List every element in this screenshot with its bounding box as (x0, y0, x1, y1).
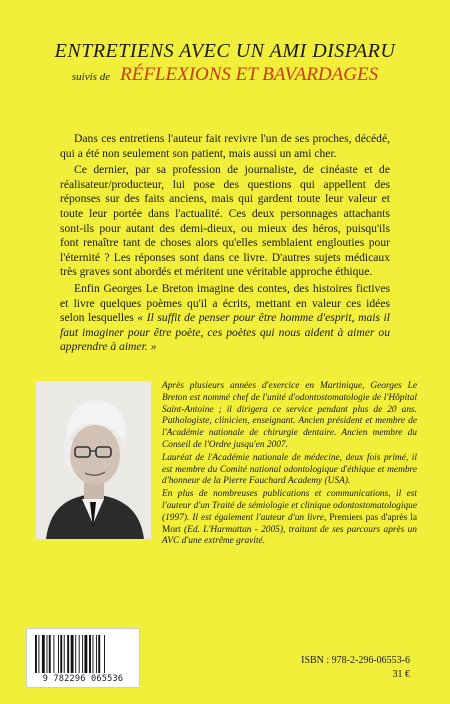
barcode-digits: 9 782296 065536 (42, 674, 124, 684)
bio-paragraph-3 (162, 489, 417, 548)
barcode-bar (98, 635, 100, 673)
subtitle-row (0, 64, 450, 86)
barcode-bar (75, 635, 76, 673)
book-subtitle: RÉFLEXIONS ET BAVARDAGES (120, 64, 379, 85)
summary-quote: « Il suffit de penser pour être homme d'esprit, mais il faut imaginer pour être poète, ces poètes qui nous aident à aimer ou apprendre à aimer. » (60, 311, 391, 354)
barcode-bar (89, 635, 91, 673)
isbn: ISBN : 978-2-296-06553-6 (301, 655, 410, 666)
bio-paragraph-2: Lauréat de l'Académie nationale de médecine, deux fois primé, il est membre du Comité national odontologique d'éthique et membre d'honneur de la Pierre Fauchard Academy (USA). (162, 452, 417, 487)
barcode-bar (82, 635, 83, 673)
barcode-bars (33, 635, 133, 673)
summary-paragraph-1: Dans ces entretiens l'auteur fait revivre l'un de ses proches, décédé, qui a été non seulement son patient, mais aussi un ami cher. (60, 132, 390, 160)
barcode-bar (49, 635, 51, 673)
barcode-bar (38, 635, 39, 673)
bio-paragraph-3-c: (Ed. L'Harmattan - 2005), traitant de ses parcours après un AVC d'une extrême gravité. (162, 524, 417, 547)
barcode-bar (104, 635, 105, 673)
barcode-bar (47, 635, 48, 673)
barcode-bar (79, 635, 80, 673)
bio-paragraph-1: Après plusieurs années d'exercice en Martinique, Georges Le Breton est nommé chef de l'unité d'odontostomatologie de l'Hôpital Saint-Antoine ; il dirigera ce service pendant plus de 20 ans. Pathologiste, clinicien, enseignant. Ancien président et membre de l'Académie nationale de chirurgie dentaire. Ancien membre du Conseil de l'Ordre jusqu'en 2007. (162, 381, 417, 450)
barcode-bar (42, 635, 45, 673)
book-title: ENTRETIENS AVEC UN AMI DISPARU (54, 40, 396, 62)
summary-paragraph-3-lead: Enfin Georges Le Breton imagine des contes, des histoires fictives et livre quelques poèmes qu'il a écrits, mettant en valeur ces idées selon lesquelles (60, 281, 390, 325)
summary-text (60, 132, 390, 355)
barcode-bar (60, 635, 62, 673)
bio-paragraph-3-a: En plus de nombreuses publications et communications, il est l'auteur d'un Traité de sémiologie et clinique odontostomatologique (1997). Il est également l'auteur d'un livre, (162, 489, 417, 523)
barcode-bar (58, 635, 59, 673)
summary-paragraph-3 (60, 282, 390, 355)
barcode-bar (71, 635, 74, 673)
barcode-bar (67, 635, 69, 673)
bio-book-title: Premiers pas d'après la Mort (162, 512, 417, 535)
barcode-bar (64, 635, 65, 673)
barcode (26, 628, 140, 688)
barcode-bar (84, 635, 87, 673)
author-bio (162, 381, 417, 548)
author-portrait-illustration (36, 381, 151, 539)
barcode-bar (93, 635, 94, 673)
summary-paragraph-2: Ce dernier, par sa profession de journaliste, de cinéaste et de réalisateur/producteur, lui pose des questions qui appellent des réponses sur des faits anciens, mais qui gardent toute leur valeur et toute leur portée dans l'actualité. Ces deux personnages attachants sont-ils pour autant des demi-dieux, ou mieux des héros, puisqu'ils font renaître tant de choses alors qu'elles semblaient englouties pour l'éternité ? Les réponses sont dans ce livre. D'autres sujets médicaux très graves sont abordés et méritent une véritable approche éthique. (60, 163, 390, 279)
suivis-label: suivis de (71, 71, 111, 83)
price: 31 € (392, 669, 410, 680)
author-photo (36, 381, 151, 539)
barcode-bar (35, 635, 37, 673)
barcode-bar (53, 635, 54, 673)
barcode-bar (96, 635, 97, 673)
